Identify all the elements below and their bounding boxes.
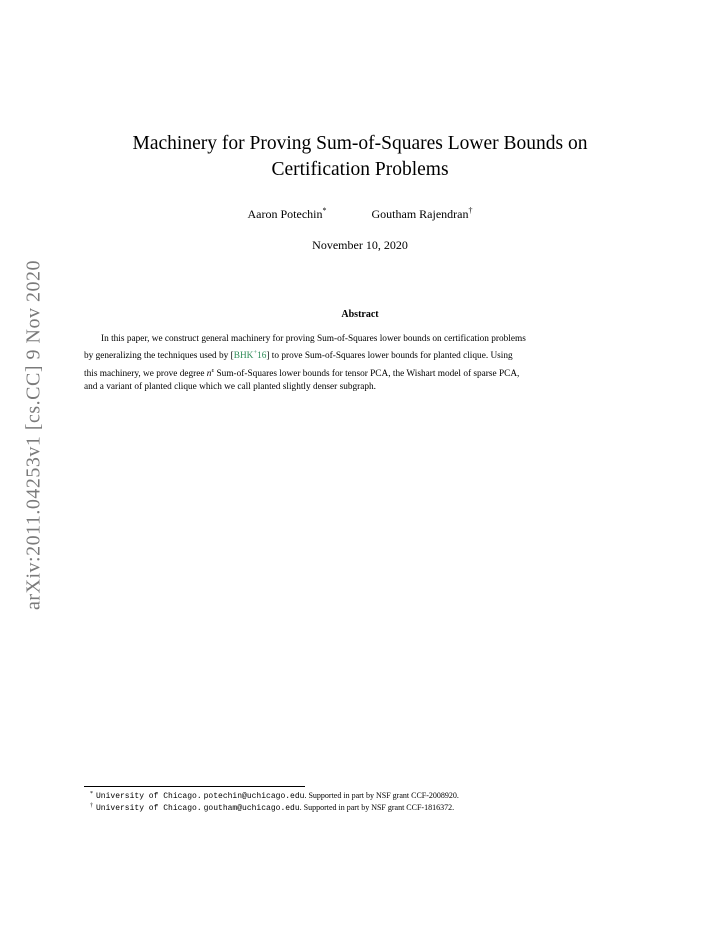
citation-link[interactable] bbox=[234, 351, 267, 361]
footnote-1-mark: * bbox=[90, 791, 93, 797]
citation-year: 16 bbox=[257, 351, 267, 362]
footnote-rule bbox=[84, 786, 305, 787]
title-line-2: Certification Problems bbox=[271, 159, 449, 180]
abstract-line-2-end: ] to prove Sum-of-Squares lower bounds for planted clique. Using bbox=[266, 351, 513, 362]
footnote-1 bbox=[90, 791, 459, 803]
author-1 bbox=[248, 206, 327, 222]
footnote-1-support: . Supported in part by NSF grant CCF-2008920. bbox=[304, 791, 459, 800]
footnote-2 bbox=[90, 802, 459, 815]
author-list bbox=[0, 206, 720, 222]
footnote-2-support: . Supported in part by NSF grant CCF-1816372. bbox=[299, 802, 455, 812]
title-line-1: Machinery for Proving Sum-of-Squares Lower Bounds on bbox=[132, 133, 588, 154]
paper-date: November 10, 2020 bbox=[312, 238, 408, 252]
abstract-heading: Abstract bbox=[341, 309, 379, 320]
footnote-2-email[interactable]: goutham@uchicago.edu bbox=[203, 803, 300, 813]
footnote-1-affiliation: University of Chicago. bbox=[96, 792, 202, 801]
footnotes bbox=[90, 791, 459, 814]
citation-key: BHK bbox=[233, 351, 254, 362]
footnote-2-mark: † bbox=[90, 802, 93, 809]
abstract-body bbox=[84, 333, 636, 394]
author-1-name: Aaron Potechin bbox=[247, 207, 323, 221]
abstract-line-2-start: by generalizing the techniques used by [ bbox=[84, 351, 234, 362]
degree-exponent: ε bbox=[211, 366, 215, 374]
abstract-line-3-start: this machinery, we prove degree bbox=[84, 368, 207, 379]
arxiv-side-identifier: arXiv:2011.04253v1 [cs.CC] 9 Nov 2020 bbox=[22, 260, 45, 610]
abstract-line-2 bbox=[84, 346, 636, 363]
footnote-1-email[interactable]: potechin@uchicago.edu bbox=[203, 792, 305, 801]
footnote-2-affiliation: University of Chicago. bbox=[96, 803, 202, 813]
citation-plus: + bbox=[253, 349, 258, 357]
paper-title bbox=[0, 131, 720, 183]
abstract-line-3-end: Sum-of-Squares lower bounds for tensor PCA, the Wishart model of sparse PCA, bbox=[214, 368, 520, 379]
degree-variable: n bbox=[206, 368, 212, 379]
author-2-footnote-mark[interactable]: † bbox=[468, 206, 473, 215]
author-2 bbox=[372, 206, 473, 222]
abstract-line-1: In this paper, we construct general machinery for proving Sum-of-Squares lower bounds on certification problems bbox=[101, 334, 526, 344]
author-2-name: Goutham Rajendran bbox=[371, 207, 469, 221]
abstract-line-4: and a variant of planted clique which we call planted slightly denser subgraph. bbox=[84, 382, 376, 393]
author-1-footnote-mark[interactable]: * bbox=[322, 206, 327, 215]
abstract-line-3 bbox=[84, 364, 636, 381]
